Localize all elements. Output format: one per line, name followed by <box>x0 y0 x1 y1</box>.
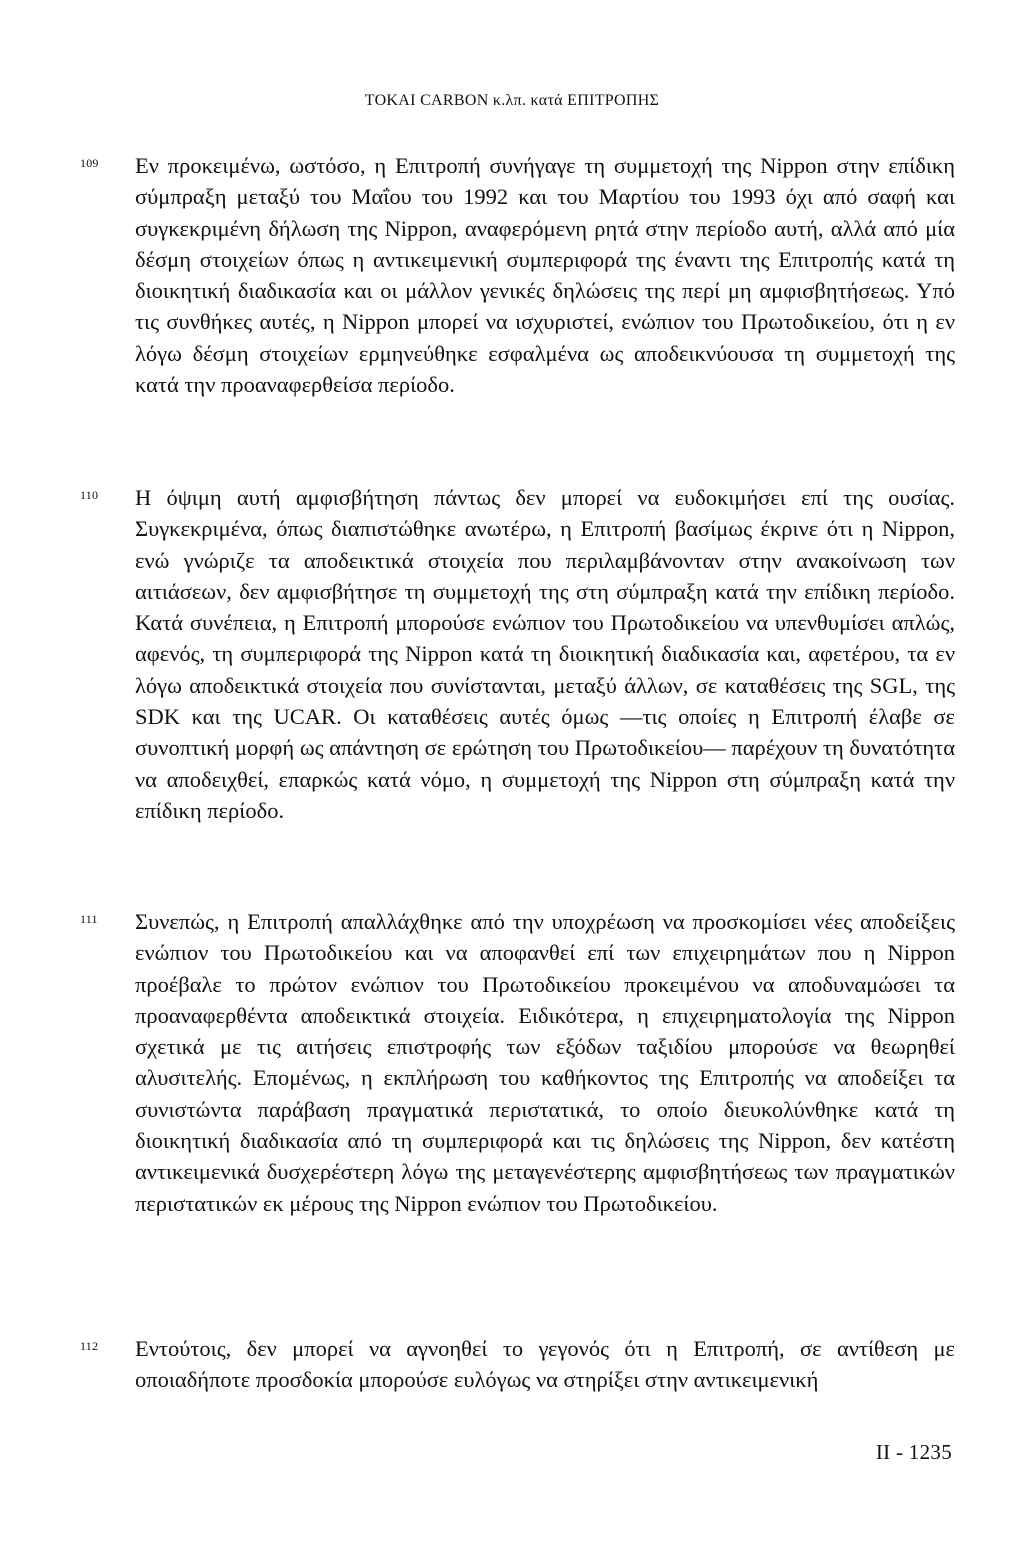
paragraph-text: Εν προκειμένω, ωστόσο, η Επιτροπή συνήγαγε τη συμμετοχή της Nippon στην επίδικη σύμπραξη μεταξύ του Μαΐου του 1992 και του Μαρτίου του 1993 όχι από σαφή και συγκεκριμένη δήλωση της Nippon, αναφερόμενη ρητά στην περίοδο αυτή, αλλά από μία δέσμη στοιχείων όπως η αντικειμενική συμπεριφορά της έναντι της Επιτροπής κατά τη διοικητική διαδικασία και οι μάλλον γενικές δηλώσεις της περί μη αμφισβητήσεως. Υπό τις συνθήκες αυτές, η Nippon μπορεί να ισχυριστεί, ενώπιον του Πρωτοδικείου, ότι η εν λόγω δέσμη στοιχείων ερμηνεύθηκε εσφαλμένα ως αποδεικνύουσα τη συμμετοχή της κατά την προαναφερθείσα περίοδο. <box>135 153 955 398</box>
paragraph-text: Η όψιμη αυτή αμφισβήτηση πάντως δεν μπορεί να ευδοκιμήσει επί της ουσίας. Συγκεκριμένα, όπως διαπιστώθηκε ανωτέρω, η Επιτροπή βασίμως έκρινε ότι η Nippon, ενώ γνώριζε τα αποδεικτικά στοιχεία που περιλαμβάνονταν στην ανακοίνωση των αιτιάσεων, δεν αμφισβήτησε τη συμμετοχή της στη σύμπραξη κατά την επίδικη περίοδο. Κατά συνέπεια, η Επιτροπή μπορούσε ενώπιον του Πρωτοδικείου να υπενθυμίσει απλώς, αφενός, τη συμπεριφορά της Nippon κατά τη διοικητική διαδικασία και, αφετέρου, τα εν λόγω αποδεικτικά στοιχεία που συνίστανται, μεταξύ άλλων, σε καταθέσεις της SGL, της SDK και της UCAR. Οι καταθέσεις αυτές όμως —τις οποίες η Επιτροπή έλαβε σε συνοπτική μορφή ως απάντηση σε ερώτηση του Πρωτοδικείου— παρέχουν τη δυνατότητα να αποδειχθεί, επαρκώς κατά νόμο, η συμμετοχή της Nippon στη σύμπραξη κατά την επίδικη περίοδο. <box>135 485 955 823</box>
page-number: II - 1235 <box>875 1440 952 1464</box>
running-header: TOKAI CARBON κ.λπ. κατά ΕΠΙΤΡΟΠΗΣ <box>364 92 660 109</box>
paragraph-number: 112 <box>80 1339 99 1353</box>
paragraph-text: Συνεπώς, η Επιτροπή απαλλάχθηκε από την υποχρέωση να προσκομίσει νέες αποδείξεις ενώπιον του Πρωτοδικείου και να αποφανθεί επί των επιχειρημάτων που η Nippon προέβαλε το πρώτον ενώπιον του Πρωτοδικείου προκειμένου να αποδυναμώσει τα προαναφερθέντα αποδεικτικά στοιχεία. Ειδικότερα, η επιχειρηματολογία της Nippon σχετικά με τις αιτήσεις επιστροφής των εξόδων ταξιδίου μπορούσε να θεωρηθεί αλυσιτελής. Επομένως, η εκπλήρωση του καθήκοντος της Επιτροπής να αποδείξει τα συνιστώντα παράβαση πραγματικά περιστατικά, το οποίο διευκολύνθηκε κατά τη διοικητική διαδικασία από τη συμπεριφορά και τις δηλώσεις της Nippon, δεν κατέστη αντικειμενικά δυσχερέστερη λόγω της μεταγενέστερης αμφισβητήσεως των πραγματικών περιστατικών εκ μέρους της Nippon ενώπιον του Πρωτοδικείου. <box>135 909 955 1216</box>
paragraph-number: 111 <box>80 912 98 926</box>
paragraph-text: Εντούτοις, δεν μπορεί να αγνοηθεί το γεγονός ότι η Επιτροπή, σε αντίθεση με οποιαδήποτε προσδοκία μπορούσε ευλόγως να στηρίξει στην αντικειμενική <box>135 1336 955 1393</box>
paragraph-number: 110 <box>80 488 99 502</box>
paragraph-number: 109 <box>80 156 99 170</box>
